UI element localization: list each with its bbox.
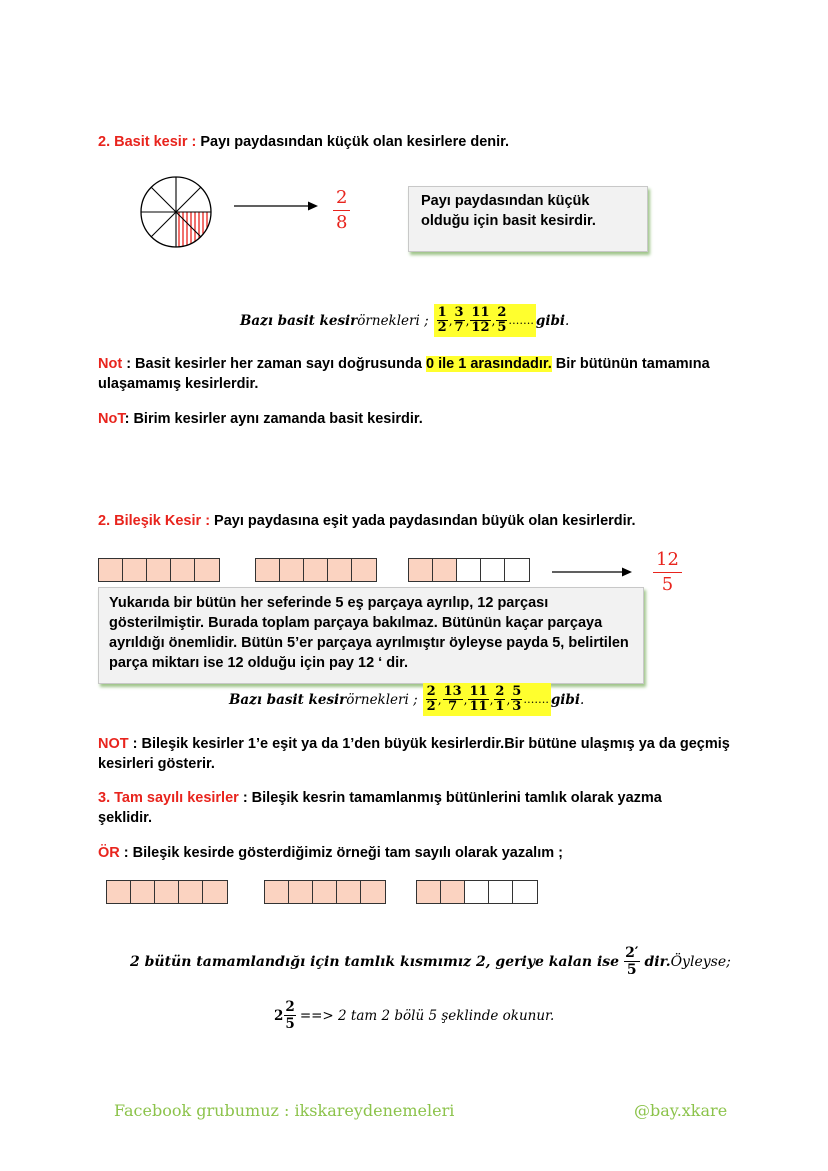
basit-note-1: Not : Basit kesirler her zaman sayı doğrusunda 0 ile 1 arasındadır. Bir bütünün tamamına ulaşamamış kesirlerdir. [98,356,710,392]
or-label: ÖR [98,845,120,861]
footer-facebook-group: Facebook grubumuz : ikskareydenemeleri [114,1101,455,1120]
arrow-right-icon [552,566,632,578]
basit-fraction-den: 8 [336,212,348,233]
basit-fraction [333,186,350,235]
remainder-fraction: $\frac{2'}{5}$ [625,945,639,978]
arrow-right-icon [234,200,318,212]
basit-fraction-num: 2 [333,186,350,211]
example-fraction: $\frac{2}{2}$ [426,684,436,714]
tam-bar-3 [416,880,538,904]
tam-explanation-line: 2 bütün tamamlandığı için tamlık kısmımız 2, geriye kalan ise $\frac{2'}{5}$ dir. Öyleyse; [130,945,731,978]
basit-examples-highlight: $\frac{1}{2}$ , $\frac{3}{7}$ , $\frac{11}{12}$ , $\frac{2}{5}$ ……. [434,304,536,337]
bilesik-examples-highlight: $\frac{2}{2}$ , $\frac{13}{7}$ , $\frac{11}{11}$ , $\frac{2}{1}$ , $\frac{5}{3}$ ……. [423,683,551,716]
bilesik-box-text: Yukarıda bir bütün her seferinde 5 eş parçaya ayrılıp, 12 parçası gösterilmiştir. Burada toplam parçaya bakılmaz. Bütünün kaçar parçaya ayrıldığı önemlidir. Bütün 5’er parçaya ayrılmıştır öyleyse payda 5, belirtilen parça miktarı ise 12 olduğu için pay 12 ‘ dir. [109,595,629,671]
tam-definition: 3. Tam sayılı kesirler : Bileşik kesrin tamamlanmış bütünlerini tamlık olarak yazma şeklidir. [98,790,662,826]
basit-definition-line [98,132,509,152]
footer-handle: @bay.xkare [634,1101,728,1120]
basit-box-text: Payı paydasından küçük olduğu için basit kesirdir. [421,193,596,229]
note-highlight: 0 ile 1 arasındadır. [425,356,552,372]
example-fraction: $\frac{1}{2}$ [437,305,447,335]
basit-definition: Payı paydasından küçük olan kesirlere denir. [196,134,510,150]
example-fraction: $\frac{5}{3}$ [512,684,522,714]
example-fraction: $\frac{3}{7}$ [454,305,464,335]
basit-note-2: NoT: Birim kesirler aynı zamanda basit kesirdir. [98,411,423,427]
tam-bar-1 [106,880,228,904]
note-label: NoT [98,411,125,427]
basit-examples-prefix: Bazı basit kesir [240,312,358,329]
bilesik-note: NOT : Bileşik kesirler 1’e eşit ya da 1’den büyük kesirlerdir.Bir bütüne ulaşmış ya da geçmiş kesirleri gösterir. [98,736,730,772]
tam-example-intro: ÖR : Bileşik kesirde gösterdiğimiz örneği tam sayılı olarak yazalım ; [98,845,563,861]
ellipsis: ……. [508,314,534,327]
basit-explanation-box [408,186,648,252]
mixed-whole: 2 [274,1007,284,1024]
bilesik-fraction-num: 12 [653,548,682,573]
bilesik-heading: 2. Bileşik Kesir : [98,513,211,529]
example-fraction: $\frac{11}{11}$ [469,684,488,714]
example-fraction: $\frac{2}{5}$ [497,305,507,335]
bilesik-definition-line [98,511,636,531]
example-fraction: $\frac{2}{1}$ [495,684,505,714]
note-label: NOT [98,736,129,752]
basit-examples-suffix: gibi [535,312,566,329]
note-label: Not [98,356,123,372]
bilesik-examples-line: Bazı basit kesir örnekleri ; $\frac{2}{2}$ , $\frac{13}{7}$ , $\frac{11}{11}$ , $\frac{2}{1}$ , $\frac{5}{3}$ ……. gibi . [229,684,585,714]
bilesik-bar-3 [408,558,530,582]
example-fraction: $\frac{11}{12}$ [471,305,490,335]
bilesik-definition: Payı paydasına eşit yada paydasından büyük olan kesirlerdir. [210,513,636,529]
bilesik-bar-1 [98,558,220,582]
bilesik-fraction [653,548,682,597]
tam-heading: 3. Tam sayılı kesirler [98,790,239,806]
basit-examples-line: Bazı basit kesir örnekleri ; $\frac{1}{2}$ , $\frac{3}{7}$ , $\frac{11}{12}$ , $\frac{2}{5}$ ……. gibi . [240,305,570,335]
tam-bar-2 [264,880,386,904]
bilesik-fraction-den: 5 [661,574,674,595]
basit-heading: 2. Basit kesir : [98,134,197,150]
pie-eighths-diagram [134,176,218,248]
basit-examples-prefix-rest: örnekleri ; [357,312,429,329]
bilesik-bar-2 [255,558,377,582]
mixed-fraction: $\frac{2}{5}$ [285,999,295,1032]
bilesik-explanation-box [98,587,644,684]
mixed-number-line: 2 $\frac{2}{5}$ ==> 2 tam 2 bölü 5 şeklinde okunur. [274,999,555,1032]
example-fraction: $\frac{13}{7}$ [443,684,462,714]
